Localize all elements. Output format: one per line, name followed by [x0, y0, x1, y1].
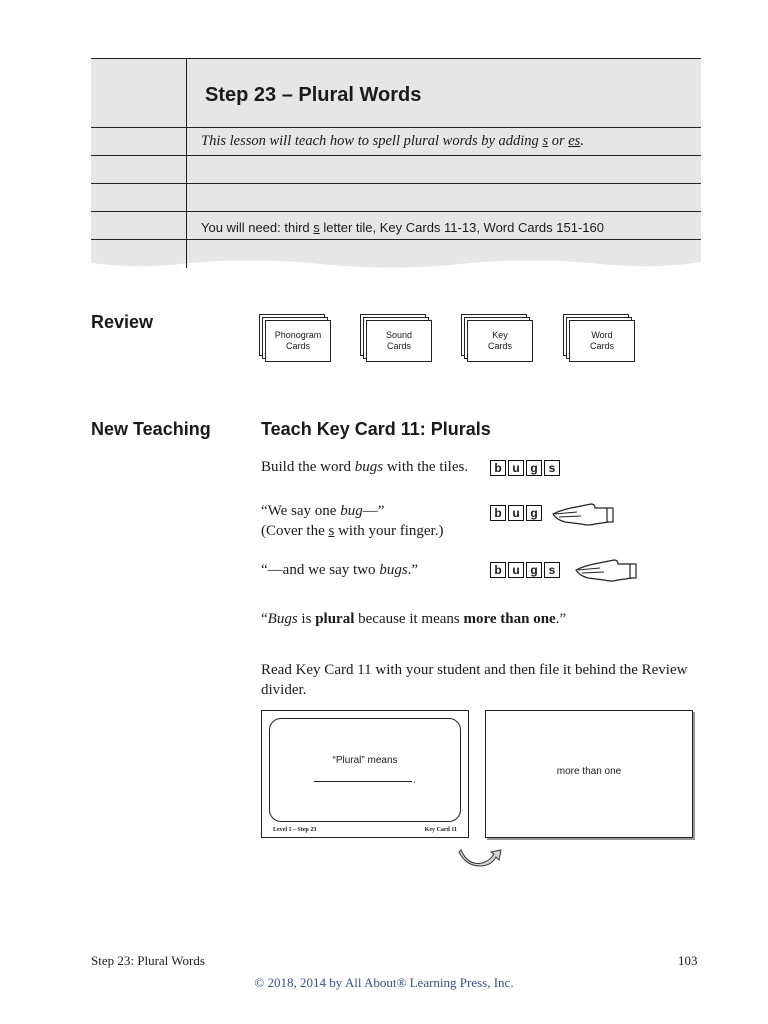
letter-tile: g [526, 562, 542, 578]
say-one-bug: “We say one bug—” [261, 503, 385, 519]
teaching-title: Teach Key Card 11: Plurals [261, 419, 491, 439]
pointing-hand-icon [574, 556, 638, 584]
header-divider [186, 58, 187, 268]
letter-tile: u [508, 460, 524, 476]
card-stack-label: Word Cards [569, 320, 635, 362]
lesson-text: This lesson will teach how to spell plural words by adding [201, 133, 543, 149]
review-heading: Review [91, 312, 154, 332]
header-rule [91, 211, 701, 212]
letter-tile: b [490, 562, 506, 578]
lesson-text: . [580, 133, 584, 149]
letter-tile: s [544, 562, 560, 578]
header-rule [91, 183, 701, 184]
letter-tile: u [508, 562, 524, 578]
word-cards-stack [563, 314, 635, 362]
card-stack-label: Sound Cards [366, 320, 432, 362]
footer-step-title: Step 23: Plural Words [91, 953, 205, 968]
lesson-header [91, 58, 701, 268]
phonogram-cards-stack [259, 314, 331, 362]
blank-period: . [413, 775, 416, 786]
copyright-notice: © 2018, 2014 by All About® Learning Press, Inc. [254, 975, 514, 990]
key-card-front [261, 710, 469, 838]
materials-text: letter tile, Key Cards 11-13, Word Cards 151-160 [319, 220, 604, 235]
letter-tile: b [490, 505, 506, 521]
new-teaching-heading: New Teaching [91, 419, 211, 439]
covering-hand-icon [551, 500, 615, 528]
letter-tile: s [544, 460, 560, 476]
card-stack-label: Phonogram Cards [265, 320, 331, 362]
lesson-text: or [548, 133, 569, 149]
lesson-s: s [542, 133, 549, 149]
letter-tiles-bugs [490, 460, 560, 476]
materials-s: s [313, 220, 320, 235]
letter-tile: g [526, 505, 542, 521]
card-stack-label: Key Cards [467, 320, 533, 362]
key-card-frame [269, 718, 461, 822]
sound-cards-stack [360, 314, 432, 362]
flip-card-arrow-icon [458, 846, 504, 868]
say-two-bugs: “—and we say two bugs.” [261, 562, 419, 578]
header-rule [91, 239, 701, 240]
cover-instruction: (Cover the s with your finger.) [261, 523, 444, 539]
plural-definition: “Bugs is plural because it means more than one.” [261, 611, 567, 627]
key-card-level: Level 1 – Step 23 [273, 827, 317, 833]
read-key-card-instruction: Read Key Card 11 with your student and then file it behind the Review divider. [261, 662, 688, 698]
build-instruction: Build the word bugs with the tiles. [261, 459, 469, 475]
key-cards-stack [461, 314, 533, 362]
letter-tile: g [526, 460, 542, 476]
header-rule [91, 155, 701, 156]
header-rule [91, 127, 701, 128]
lesson-es: es [568, 133, 581, 149]
step-title: Step 23 – Plural Words [205, 84, 422, 106]
materials-needed [201, 220, 604, 235]
key-card-prompt: “Plural” means [332, 755, 398, 766]
header-rule [91, 58, 701, 59]
lesson-description [201, 133, 584, 150]
answer-blank [314, 781, 412, 782]
letter-tile: u [508, 505, 524, 521]
materials-text: You will need: third [201, 220, 314, 235]
letter-tiles-bug-covered [490, 505, 542, 521]
key-card-back [485, 710, 693, 838]
page-number: 103 [678, 953, 698, 968]
letter-tile: b [490, 460, 506, 476]
key-card-answer: more than one [556, 766, 622, 777]
letter-tiles-bugs-revealed [490, 562, 560, 578]
key-card-number: Key Card 11 [424, 827, 457, 833]
